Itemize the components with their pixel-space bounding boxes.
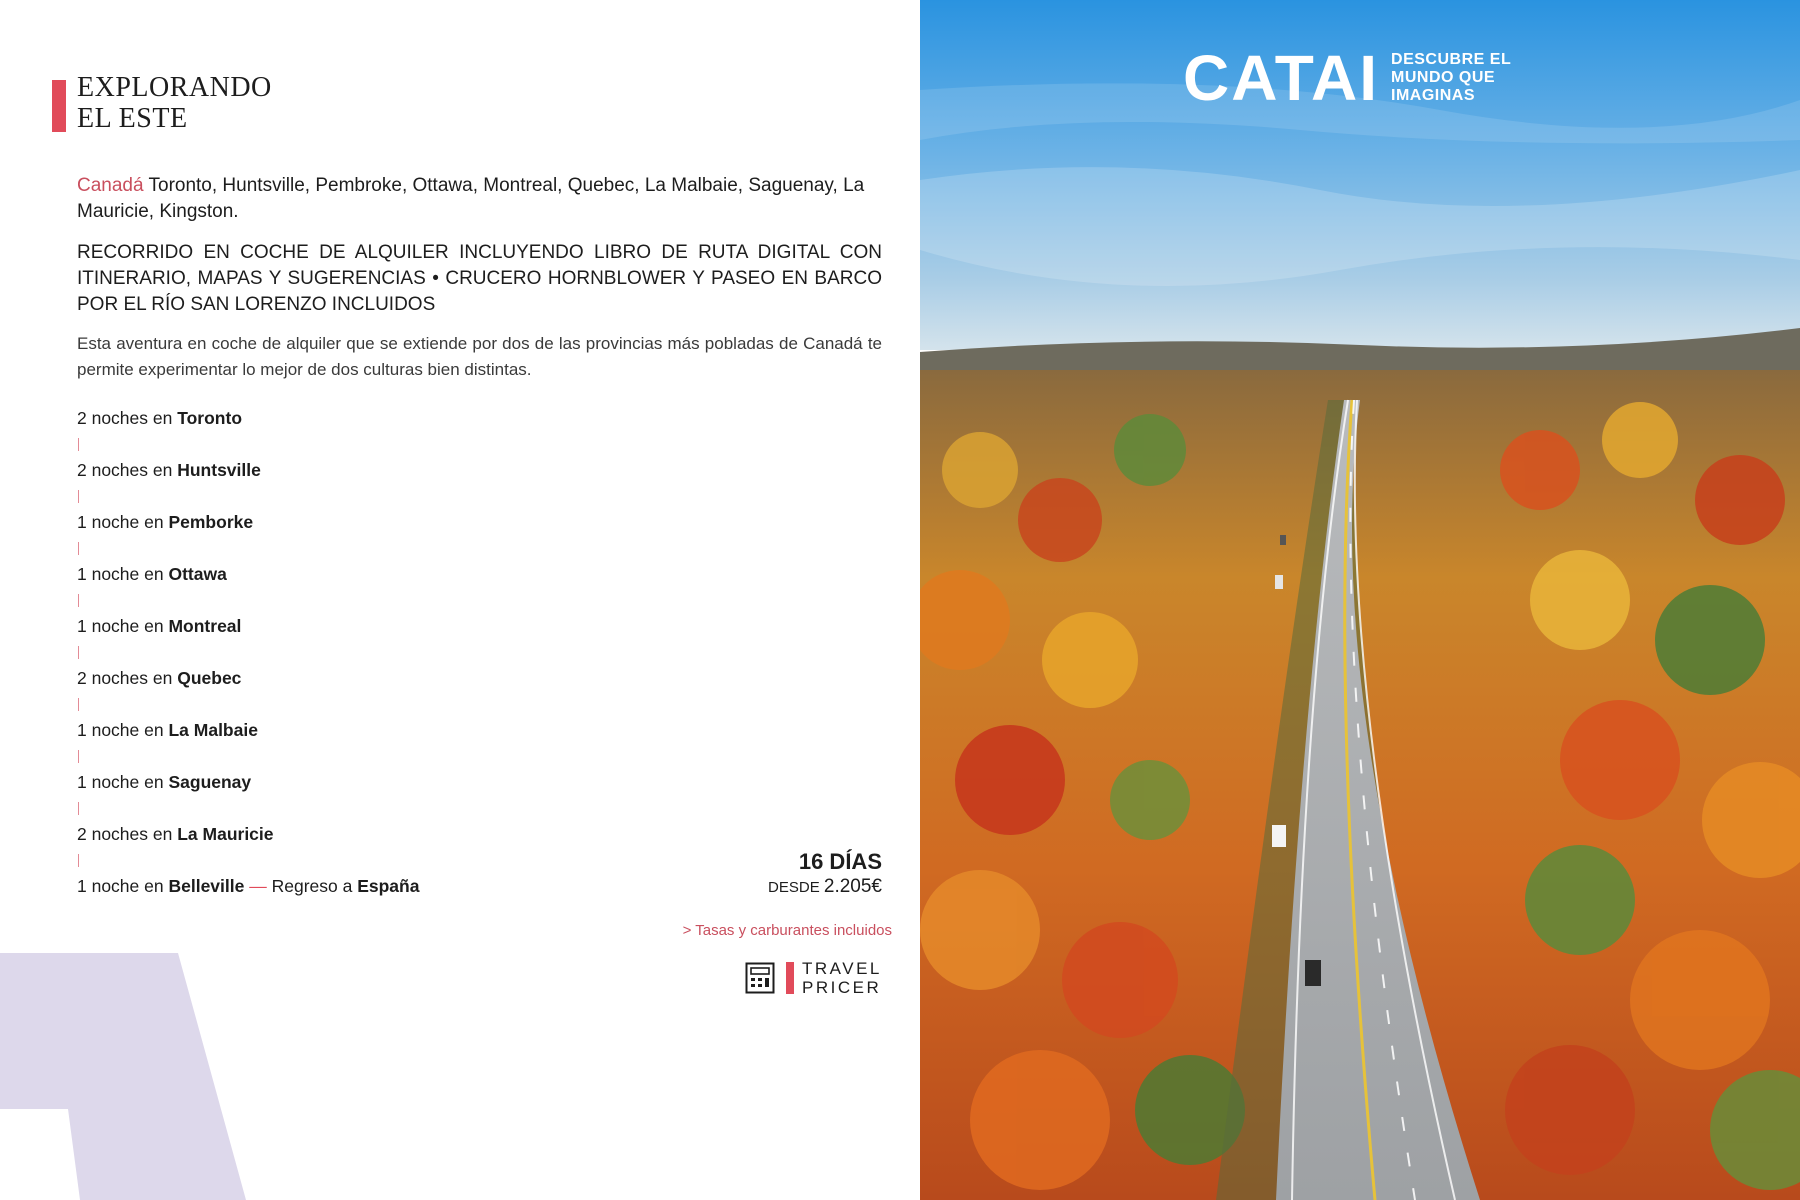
- itinerary-separator: [77, 431, 419, 457]
- price-prefix: DESDE: [768, 879, 824, 896]
- itinerary-stop: 1 noche en Ottawa: [77, 564, 227, 584]
- itinerary-separator: [77, 535, 419, 561]
- autumn-highway-photo: [920, 0, 1800, 1200]
- price-line: [768, 875, 882, 900]
- title-accent-bar: [52, 80, 66, 132]
- price-value: 2.205€: [823, 876, 882, 897]
- page-title: [77, 72, 272, 134]
- duration-days: 16 DÍAS: [798, 849, 882, 874]
- country-label: Canadá: [77, 175, 144, 196]
- title-line-1: EXPLORANDO: [77, 72, 272, 103]
- itinerary-stop: 1 noche en Pemborke: [77, 512, 254, 532]
- title-line-2: EL ESTE: [77, 103, 188, 134]
- itinerary-stop: 2 noches en Toronto: [77, 408, 243, 428]
- itinerary-stop: 2 noches en Quebec: [77, 668, 242, 688]
- itinerary-separator: [77, 483, 419, 509]
- itinerary-separator: [77, 743, 419, 769]
- itinerary-list: [77, 405, 419, 899]
- itinerary-separator: [77, 847, 419, 873]
- itinerary-separator: [77, 587, 419, 613]
- itinerary-separator: [77, 691, 419, 717]
- photo-panel: [920, 0, 1800, 1200]
- itinerary-stop: 1 noche en Saguenay: [77, 772, 252, 792]
- itinerary-stop: 2 noches en La Mauricie: [77, 824, 274, 844]
- itinerary-separator: [77, 639, 419, 665]
- trip-intro: Esta aventura en coche de alquiler que se extiende por dos de las provincias más pobladas de Canadá te permite experimentar lo mejor de dos culturas bien distintas.: [77, 334, 882, 379]
- travel-pricer-badge: TRAVEL PRICER: [802, 959, 882, 997]
- cities-text: Toronto, Huntsville, Pembroke, Ottawa, Montreal, Quebec, La Malbaie, Saguenay, La Mauricie, Kingston.: [77, 175, 865, 222]
- cities-list: [77, 173, 882, 225]
- calculator-icon: [745, 962, 775, 994]
- itinerary-stop: 1 noche en Montreal: [77, 616, 242, 636]
- brand-name: CATAI: [1183, 42, 1380, 114]
- travel-pricer-accent: [786, 962, 794, 994]
- itinerary-stop-final: 1 noche en Belleville — Regreso a España: [77, 876, 420, 896]
- decorative-shape: [0, 953, 260, 1200]
- itinerary-separator: [77, 795, 419, 821]
- brand-logo: [1183, 42, 1512, 114]
- taxes-included-link[interactable]: > Tasas y carburantes incluidos: [682, 922, 892, 939]
- itinerary-stop: 1 noche en La Malbaie: [77, 720, 258, 740]
- trip-duration-price: [768, 849, 882, 900]
- itinerary-stop: 2 noches en Huntsville: [77, 460, 261, 480]
- trip-highlights: RECORRIDO EN COCHE DE ALQUILER INCLUYENDO LIBRO DE RUTA DIGITAL CON ITINERARIO, MAPAS Y SUGERENCIAS • CRUCERO HORNBLOWER Y PASEO EN BARCO POR EL RÍO SAN LORENZO INCLUIDOS: [77, 242, 882, 315]
- brand-tagline: DESCUBRE EL MUNDO QUE IMAGINAS: [1391, 51, 1512, 104]
